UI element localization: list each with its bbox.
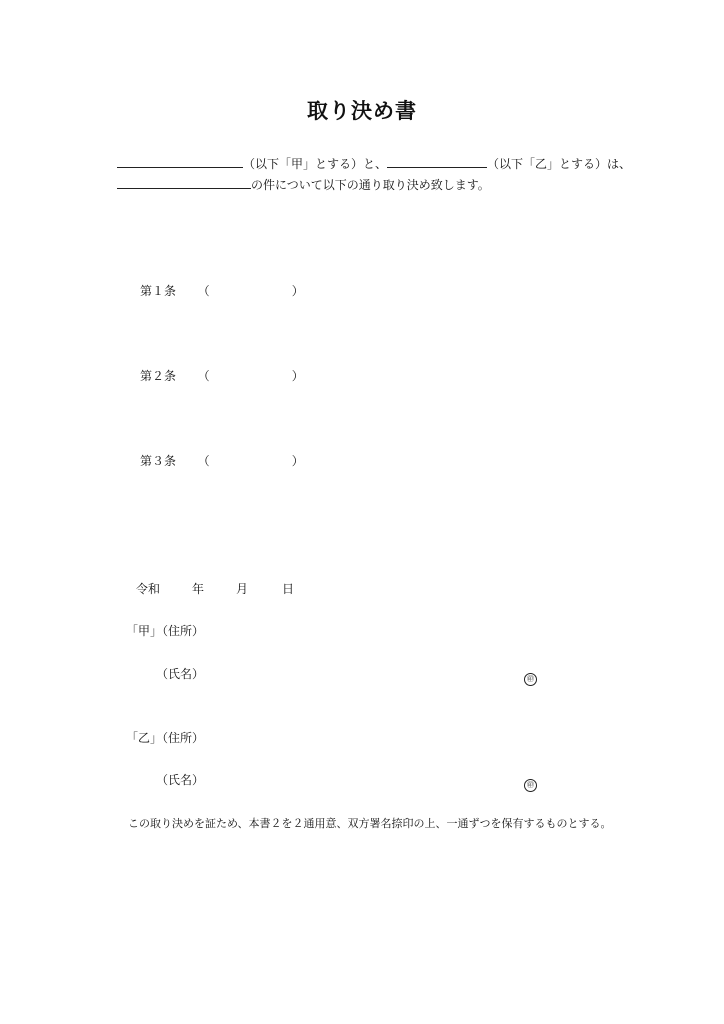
intro-line-1	[117, 155, 631, 172]
party-a-name-label: （氏名）	[156, 667, 205, 681]
article-label: 第２条	[140, 369, 177, 383]
date-year: 年	[192, 582, 205, 596]
date-month: 月	[236, 582, 249, 596]
article-close-paren: ）	[291, 369, 304, 383]
article-1	[140, 282, 304, 299]
article-label: 第１条	[140, 284, 177, 298]
subject-blank[interactable]	[117, 176, 251, 189]
closing-statement: この取り決めを証ため、本書２を２通用意、双方署名捺印の上、一通ずつを保有するものとする。	[128, 817, 612, 830]
article-open-paren: （	[197, 369, 210, 383]
intro-line-2-suffix: の件について以下の通り取り決め致します。	[251, 178, 490, 192]
intro-line-2	[117, 176, 490, 193]
party-a-blank[interactable]	[117, 155, 243, 168]
article-3	[140, 452, 304, 469]
date-day: 日	[282, 582, 295, 596]
article-close-paren: ）	[291, 454, 304, 468]
party-a-seal-icon: ㊞	[524, 666, 537, 686]
article-open-paren: （	[197, 284, 210, 298]
party-b-name-label: （氏名）	[156, 773, 205, 787]
article-close-paren: ）	[291, 284, 304, 298]
party-b-blank[interactable]	[387, 155, 487, 168]
party-b-heading: 「乙」（住所）	[126, 731, 205, 745]
party-a-suffix: （以下「甲」とする）と、	[243, 157, 388, 171]
party-b-suffix: （以下「乙」とする）は、	[487, 157, 632, 171]
article-open-paren: （	[197, 454, 210, 468]
date-era: 令和	[136, 582, 161, 596]
article-2	[140, 367, 304, 384]
document-title: 取り決め書	[307, 99, 417, 123]
party-b-seal-icon: ㊞	[524, 772, 537, 792]
party-a-heading: 「甲」（住所）	[126, 624, 205, 638]
article-label: 第３条	[140, 454, 177, 468]
